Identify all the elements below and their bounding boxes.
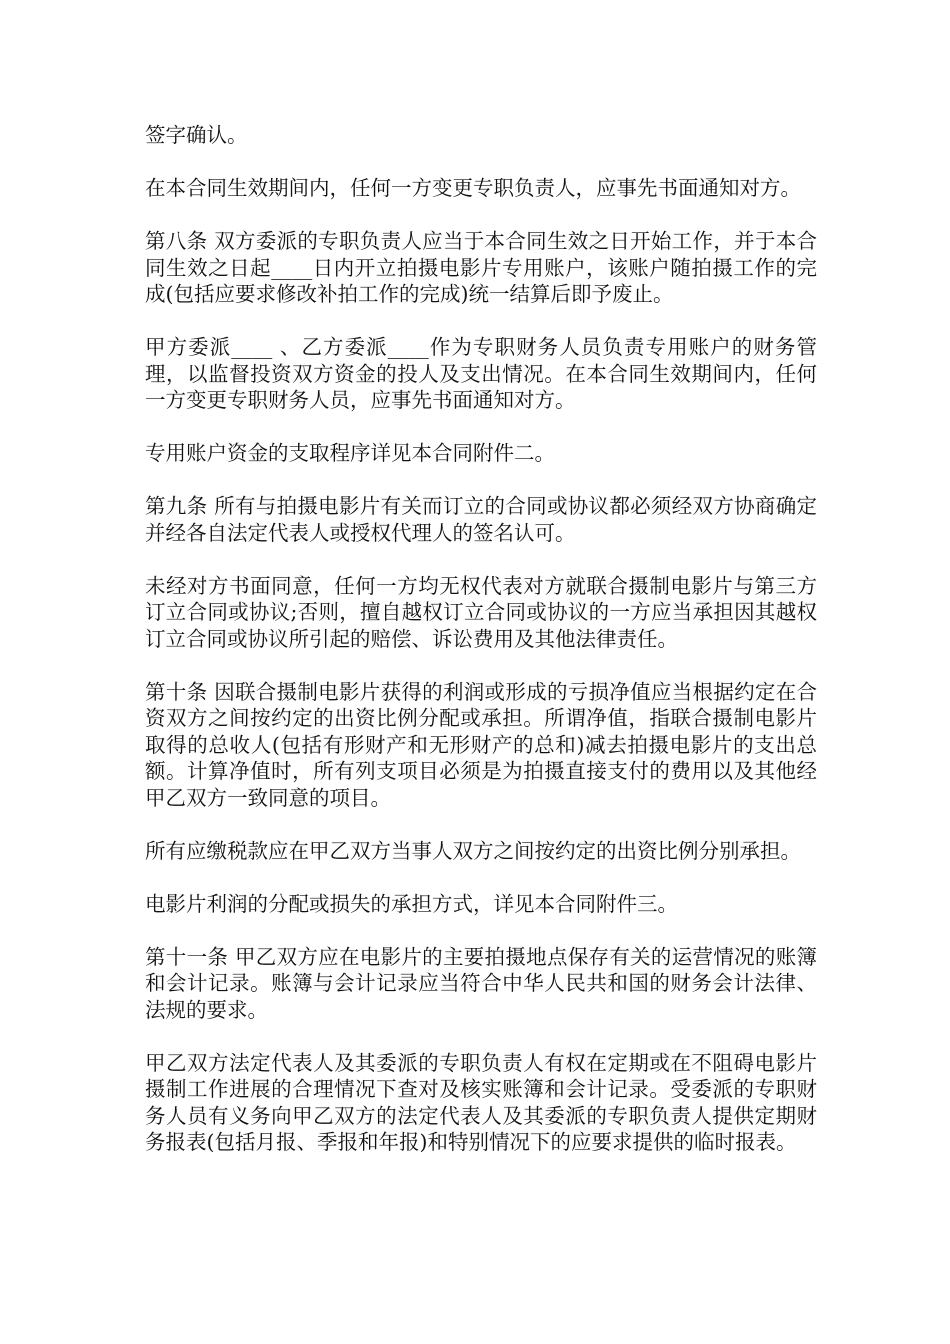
paragraph-change-manager-notice: 在本合同生效期间内，任何一方变更专职负责人，应事先书面通知对方。 — [145, 176, 801, 200]
paragraph-article-9: 第九条 所有与拍摄电影片有关而订立的合同或协议都必须经双方协商确定并经各自法定代表人或授权代理人的签名认可。 — [145, 494, 817, 545]
paragraph-article-11: 第十一条 甲乙双方应在电影片的主要拍摄地点保存有关的运营情况的账簿和会计记录。账簿与会计记录应当符合中华人民共和国的财务会计法律、法规的要求。 — [145, 944, 817, 1022]
paragraph-audit-rights: 甲乙双方法定代表人及其委派的专职负责人有权在定期或在不阻碍电影片摄制工作进展的合理情况下查对及核实账簿和会计记录。受委派的专职财务人员有义务向甲乙双方的法定代表人及其委派的专职负责人提供定期财务报表(包括月报、季报和年报)和特别情况下的应要求提供的临时报表。 — [145, 1050, 817, 1154]
paragraph-finance-staff: 甲方委派____ 、乙方委派____作为专职财务人员负责专用账户的财务管理，以监督投资双方资金的投人及支出情况。在本合同生效期间内，任何一方变更专职财务人员，应事先书面通知对方。 — [145, 335, 817, 412]
document-page — [145, 122, 817, 1182]
paragraph-article-10: 第十条 因联合摄制电影片获得的利润或形成的亏损净值应当根据约定在合资双方之间按约定的出资比例分配或承担。所谓净值，指联合摄制电影片取得的总收人(包括有形财产和无形财产的总和)减去拍摄电影片的支出总额。计算净值时，所有列支项目必须是为拍摄直接支付的费用以及其他经甲乙双方一致同意的项目。 — [145, 679, 817, 810]
paragraph-withdrawal-procedure: 专用账户资金的支取程序详见本合同附件二。 — [145, 441, 555, 465]
paragraph-unauthorized-contracts: 未经对方书面同意，任何一方均无权代表对方就联合摄制电影片与第三方订立合同或协议;否则，擅自越权订立合同或协议的一方应当承担因其越权订立合同或协议所引起的赔偿、诉讼费用及其他法律责任。 — [145, 573, 817, 651]
paragraph-taxes: 所有应缴税款应在甲乙双方当事人双方之间按约定的出资比例分别承担。 — [145, 838, 801, 863]
paragraph-article-8: 第八条 双方委派的专职负责人应当于本合同生效之日开始工作，并于本合同生效之日起____日内开立拍摄电影片专用账户，该账户随拍摄工作的完成(包括应要求修改补拍工作的完成)统一结算后即予废止。 — [145, 229, 817, 306]
paragraph-signature-confirm: 签字确认。 — [145, 123, 248, 147]
paragraph-profit-distribution: 电影片利润的分配或损失的承担方式，详见本合同附件三。 — [145, 891, 678, 916]
